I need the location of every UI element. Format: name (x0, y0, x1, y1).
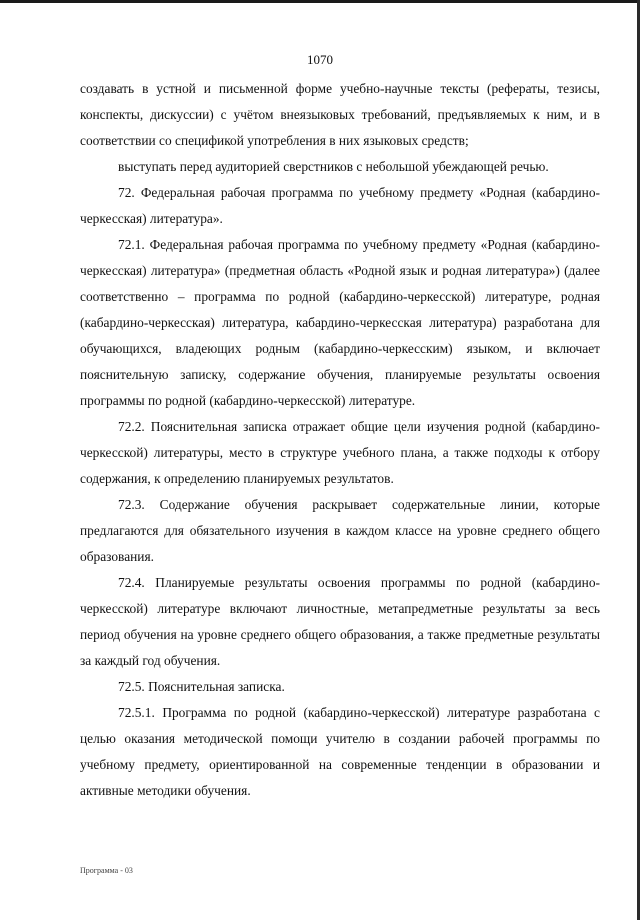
document-body (80, 76, 600, 804)
paragraph-72-1: 72.1. Федеральная рабочая программа по учебному предмету «Родная (кабардино-черкесская) литература» (предметная область «Родной язык и родная литература») (далее соответственно – программа по родной (кабардино-черкесской) литературе, родная (кабардино-черкесская) литература, кабардино-черкесская литература) разработана для обучающихся, владеющих родным (кабардино-черкесским) языком, и включает пояснительную записку, содержание обучения, планируемые результаты освоения программы по родной (кабардино-черкесской) литературе. (80, 237, 600, 408)
scan-edge-top (0, 0, 640, 3)
footer-note: Программа - 03 (80, 866, 133, 875)
paragraph-72-2: 72.2. Пояснительная записка отражает общие цели изучения родной (кабардино-черкесской) литературы, место в структуре учебного плана, а также подходы к отбору содержания, к определению планируемых результатов. (80, 419, 600, 486)
paragraph: выступать перед аудиторией сверстников с небольшой убеждающей речью. (118, 159, 549, 174)
page-number: 1070 (307, 52, 333, 67)
paragraph-72-5-1: 72.5.1. Программа по родной (кабардино-черкесской) литературе разработана с целью оказания методической помощи учителю в создании рабочей программы по учебному предмету, ориентированной на современные тенденции в образовании и активные методики обучения. (80, 705, 600, 798)
section-heading-72: 72. Федеральная рабочая программа по учебному предмету «Родная (кабардино-черкесская) литература». (80, 185, 600, 226)
paragraph-72-5: 72.5. Пояснительная записка. (118, 679, 285, 694)
paragraph-continuation: создавать в устной и письменной форме учебно-научные тексты (рефераты, тезисы, конспекты, дискуссии) с учётом внеязыковых требований, предъявляемых к ним, и в соответствии со спецификой употребления в них языковых средств; (80, 81, 600, 148)
paragraph-72-3: 72.3. Содержание обучения раскрывает содержательные линии, которые предлагаются для обязательного изучения в каждом классе на уровне среднего общего образования. (80, 497, 600, 564)
paragraph-72-4: 72.4. Планируемые результаты освоения программы по родной (кабардино-черкесской) литературе включают личностные, метапредметные результаты за весь период обучения на уровне среднего общего образования, а также предметные результаты за каждый год обучения. (80, 575, 600, 668)
